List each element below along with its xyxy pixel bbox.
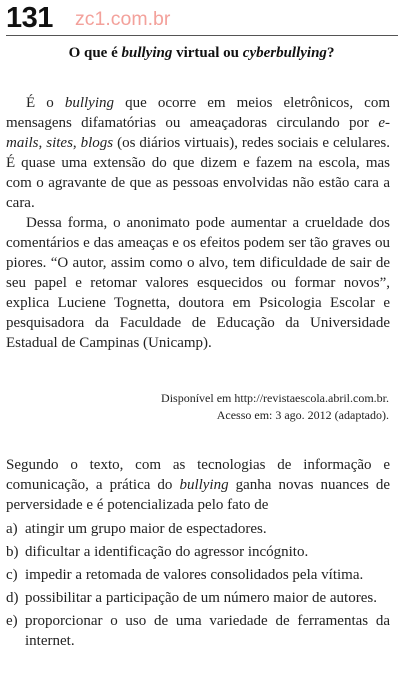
question-block [6, 455, 390, 654]
source-url: Disponível em http://revistaescola.abril.com.br. [161, 391, 389, 405]
option-b[interactable]: b) dificultar a identificação do agressor incógnito. [6, 544, 309, 560]
option-a[interactable]: a) atingir um grupo maior de espectadores. [6, 521, 267, 537]
source-access-date: Acesso em: 3 ago. 2012 (adaptado). [216, 408, 389, 422]
text-title: O que é bullying virtual ou cyberbullying? [68, 45, 335, 61]
header-divider [6, 35, 398, 36]
paragraph-2: Dessa forma, o anonimato pode aumentar a crueldade dos comentários e das ameaças e os efeitos podem ser tão graves ou piores. “O autor, assim como o alvo, tem dificuldade de sair de seu papel e retomar valores esquecidos ou formar novos”, explica Luciene Tognetta, doutora em Psicologia Escolar e pesquisadora da Faculdade de Educação da Universidade Estadual de Campinas (Unicamp). [6, 215, 390, 351]
option-e[interactable]: e) proporcionar o uso de uma variedade de ferramentas da internet. [6, 613, 390, 649]
option-d[interactable]: d) possibilitar a participação de um número maior de autores. [6, 590, 377, 606]
question-stem: Segundo o texto, com as tecnologias de informação e comunicação, a prática do bullying ganha novas nuances de perversidade e é potencializada pelo fato de [6, 457, 390, 513]
paragraph-1: É o bullying que ocorre em meios eletrônicos, com mensagens difamatórias ou ameaçadoras circulando por e-mails, sites, blogs (os diários virtuais), redes sociais e celulares. É quase uma extensão do que dizem e fazem na escola, mas com o agravante de que as pessoas envolvidas não estão cara a cara. [6, 95, 390, 211]
reading-text [6, 93, 390, 353]
question-header [6, 2, 398, 34]
watermark-text: zc1.com.br [75, 8, 171, 30]
question-number: 131 [6, 2, 53, 34]
option-c[interactable]: c) impedir a retomada de valores consolidados pela vítima. [6, 567, 364, 583]
answer-options [6, 519, 390, 651]
source-citation [161, 390, 389, 424]
